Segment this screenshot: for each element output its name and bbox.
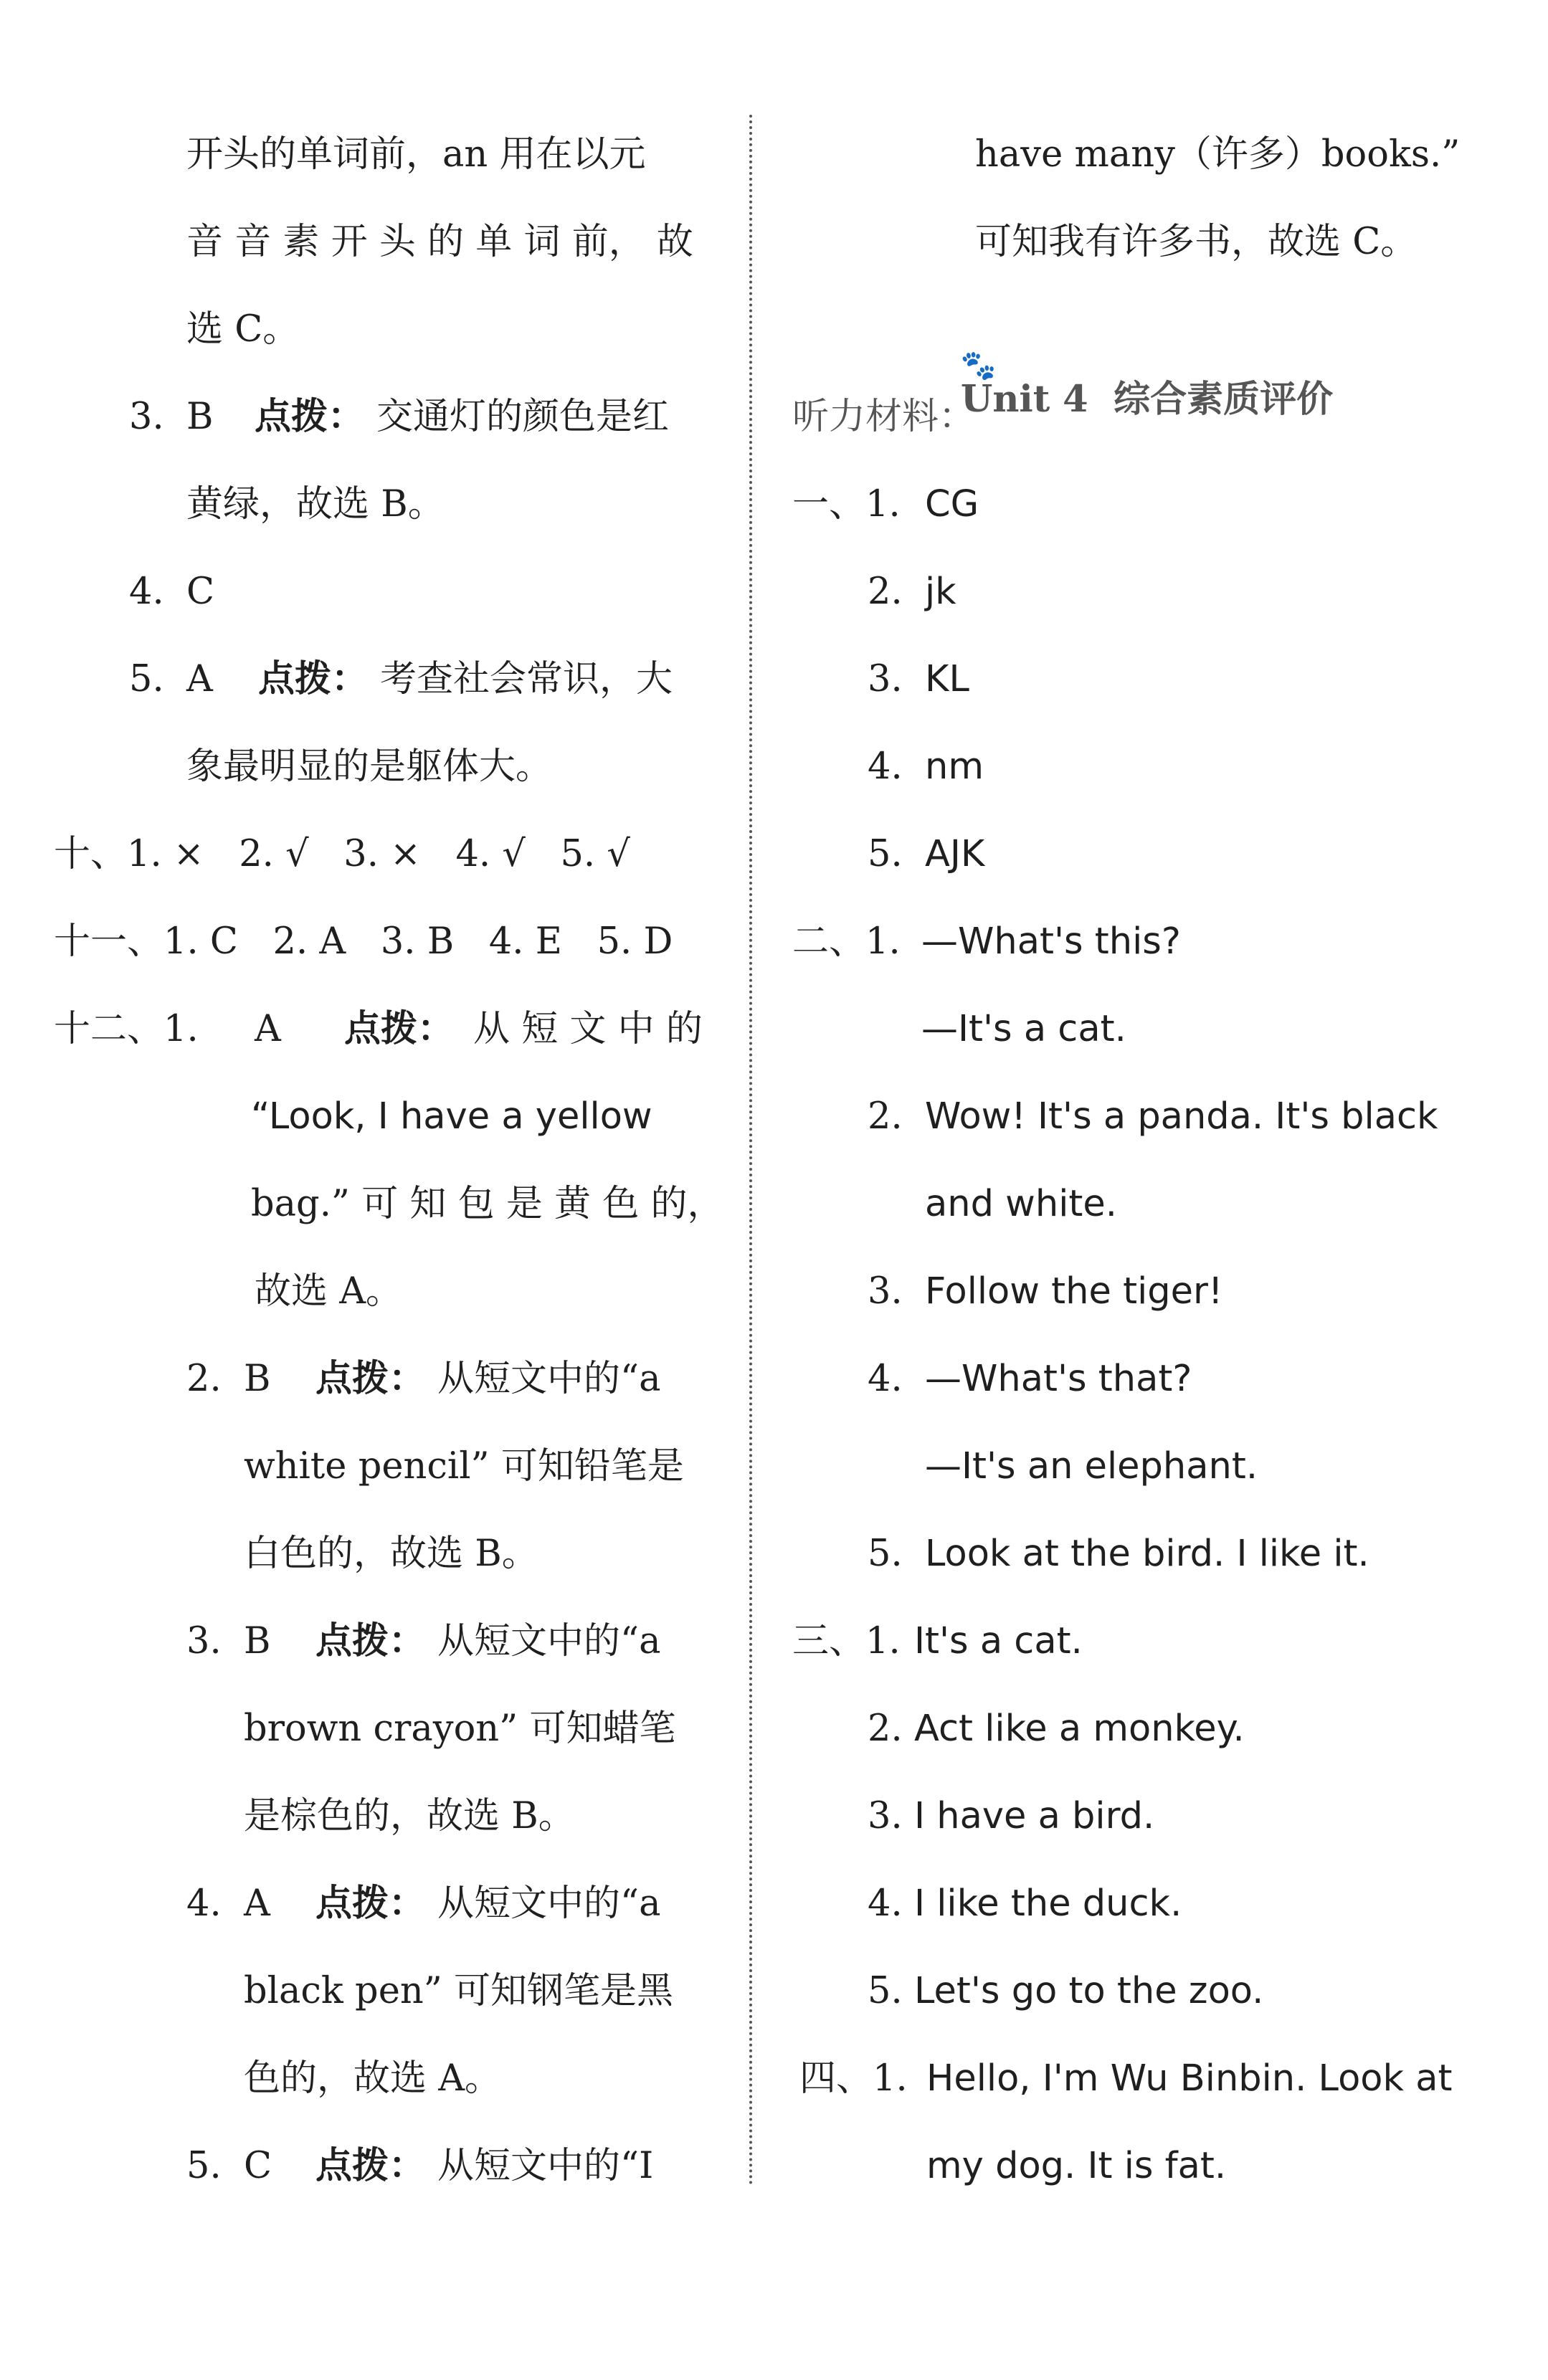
listening-item: I have a bird. (914, 1795, 1155, 1837)
listening-item: jk (925, 571, 956, 613)
answer-letter: A (244, 1882, 270, 1925)
hint-text: 色的，故选 A。 (244, 2057, 502, 2100)
listening-item: Look at the bird. I like it. (925, 1533, 1369, 1575)
hint-text: 象最明显的是躯体大。 (186, 746, 553, 788)
answer-letter: B (186, 396, 214, 438)
hint-text: bag.” 可 知 包 是 黄 色 的， (251, 1183, 724, 1225)
answer-letter: C (186, 571, 215, 613)
answer-number: 4. (186, 1882, 222, 1925)
listening-item: and white. (925, 1183, 1117, 1225)
answer-letter: A (255, 1008, 281, 1050)
answer-letter: B (244, 1358, 271, 1400)
hint-text: 交通灯的颜色是红 (376, 396, 670, 438)
hint-text: brown crayon” 可知蜡笔 (244, 1708, 676, 1750)
section-four-head: 四、1. (799, 2057, 908, 2100)
listening-item: It's a cat. (914, 1620, 1083, 1662)
answer-number: 5. (129, 658, 164, 700)
text-line: 音 音 素 开 头 的 单 词 前， 故 (186, 221, 693, 263)
hint-label: 点拨： (315, 2144, 426, 2187)
listening-item: —It's an elephant. (925, 1445, 1258, 1488)
item-number: 2. (868, 1708, 903, 1750)
hint-text: 从短文中的“a (437, 1358, 661, 1400)
section-twelve-head: 十二、1. (54, 1008, 199, 1050)
hint-text: 故选 A。 (255, 1270, 403, 1313)
listening-item: CG (925, 483, 979, 525)
item-number: 4. (868, 1358, 903, 1400)
hint-label: 点拨： (315, 1619, 426, 1662)
answer-number: 2. (186, 1358, 222, 1400)
section-ten-answers: 十、1. × 2. √ 3. × 4. √ 5. √ (54, 833, 630, 875)
paw-print-icon: 🐾 (960, 349, 997, 382)
answer-number: 3. (129, 396, 164, 438)
listening-label: 听力材料： (792, 396, 976, 438)
answer-number: 3. (186, 1620, 222, 1662)
listening-item: I like the duck. (914, 1882, 1182, 1925)
text-line: 开头的单词前，an 用在以元 (186, 133, 646, 176)
section-heading (914, 308, 1333, 454)
section-three-head: 三、1. (792, 1620, 901, 1662)
answer-letter: A (186, 658, 213, 700)
hint-text: 考查社会常识，大 (380, 658, 673, 700)
listening-item: KL (925, 658, 969, 700)
answer-number: 5. (186, 2145, 222, 2187)
listening-item: nm (925, 746, 984, 788)
answer-letter: B (244, 1620, 271, 1662)
hint-text: 从短文中的“a (437, 1882, 661, 1925)
text-line: have many（许多）books.” (975, 133, 1461, 176)
hint-text: “Look, I have a yellow (251, 1095, 652, 1138)
hint-label: 点拨： (255, 395, 365, 438)
item-number: 4. (868, 746, 903, 788)
listening-item: Wow! It's a panda. It's black (925, 1095, 1438, 1138)
item-number: 5. (868, 1970, 903, 2012)
text-line: 可知我有许多书，故选 C。 (975, 221, 1418, 263)
hint-text: 白色的，故选 B。 (244, 1533, 538, 1575)
right-column (760, 0, 1548, 2380)
answer-letter: C (244, 2145, 272, 2187)
section-two-head: 二、1. (792, 920, 901, 963)
hint-text: 从 短 文 中 的 (473, 1008, 703, 1050)
hint-text: 是棕色的，故选 B。 (244, 1795, 575, 1837)
left-column (0, 0, 749, 2380)
section-eleven-answers: 十一、1. C 2. A 3. B 4. E 5. D (54, 920, 673, 963)
answer-number: 4. (129, 571, 164, 613)
item-number: 5. (868, 833, 903, 875)
section-one-head: 一、1. (792, 483, 901, 525)
hint-text: 从短文中的“a (437, 1620, 661, 1662)
listening-item: Follow the tiger! (925, 1270, 1223, 1313)
hint-label: 点拨： (315, 1882, 426, 1925)
listening-item: AJK (925, 833, 985, 875)
item-number: 2. (868, 1095, 903, 1138)
hint-text: 黄绿，故选 B。 (186, 483, 445, 525)
listening-item: —What's that? (925, 1358, 1192, 1400)
hint-text: black pen” 可知钢笔是黑 (244, 1970, 674, 2012)
listening-item: —It's a cat. (921, 1008, 1126, 1050)
unit-title: Unit 4 综合素质评价 (960, 378, 1334, 421)
listening-item: —What's this? (921, 920, 1181, 963)
listening-item: Let's go to the zoo. (914, 1970, 1264, 2012)
hint-label: 点拨： (344, 1007, 455, 1050)
item-number: 5. (868, 1533, 903, 1575)
text-line: 选 C。 (186, 308, 300, 351)
hint-label: 点拨： (258, 657, 369, 700)
hint-text: 从短文中的“I (437, 2145, 654, 2187)
hint-label: 点拨： (315, 1357, 426, 1400)
listening-item: my dog. It is fat. (926, 2145, 1227, 2187)
listening-item: Act like a monkey. (914, 1708, 1245, 1750)
item-number: 3. (868, 1270, 903, 1313)
column-divider (749, 115, 752, 2186)
item-number: 4. (868, 1882, 903, 1925)
item-number: 3. (868, 1795, 903, 1837)
item-number: 2. (868, 571, 903, 613)
listening-item: Hello, I'm Wu Binbin. Look at (926, 2057, 1453, 2100)
hint-text: white pencil” 可知铅笔是 (244, 1445, 684, 1488)
item-number: 3. (868, 658, 903, 700)
